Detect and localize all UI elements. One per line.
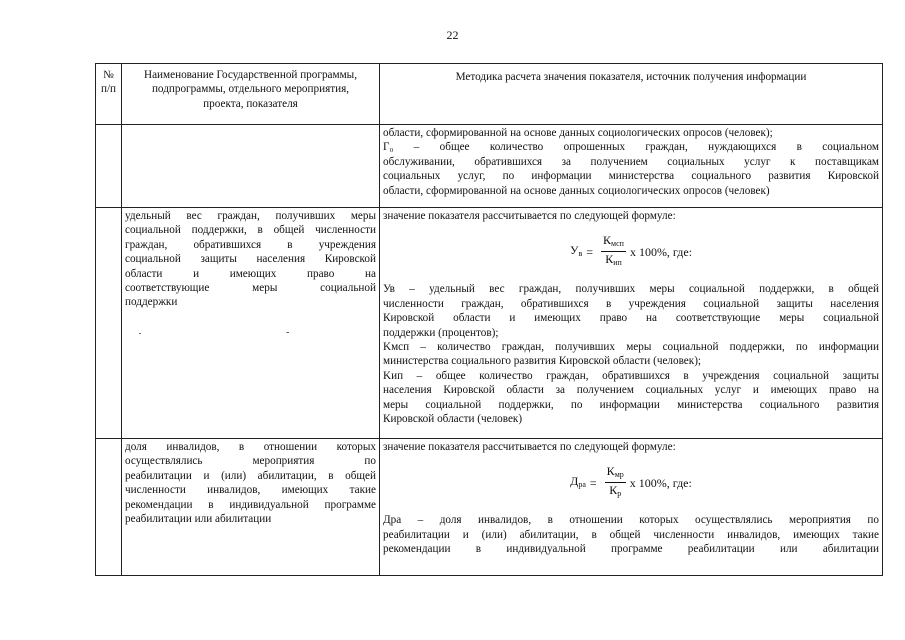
definition-line: Кировской области (человек) [383,413,523,426]
formula-denominator: $К_р$ [609,483,622,499]
formula-tail: х 100%, где: [629,244,693,259]
formula-intro: значение показателя рассчитывается по следующей формуле: [383,210,676,222]
row1-name-cell [122,125,380,208]
header-num-cell [96,64,122,125]
indicator-methodology-table [95,63,883,576]
definition-line: Ув – удельный вес граждан, получивших меры социальной поддержки, в общей [383,283,879,296]
definition-line: численности граждан, обратившихся в учреждения социальной защиты населения [383,297,879,310]
definition-line: Кировской области и имеющих право на соответствующие меры социальной [383,312,879,325]
header-method-cell: Методика расчета значения показателя, источник получения информации [380,64,883,125]
formula-share-disabled: $Д_{ра}$ = $\frac{К_{мр}}{К_р}$ х 100%, где: [383,464,879,501]
indicator-name-line: соответствующие меры социальной [125,282,376,295]
row2-method-cell [380,208,883,439]
method-line: Г₀ – общее количество опрошенных граждан, нуждающихся в социальном [383,141,879,154]
indicator-name-line: осуществлялись мероприятия по [125,455,376,468]
formula-numerator: $К_{мр}$ [605,464,626,483]
definition-line: Дра – доля инвалидов, в отношении которых осуществлялись мероприятия по [383,514,879,527]
definition-line: меры социальной поддержки, по информации министерства социального развития [383,398,879,411]
definition-line: Kип – общее количество граждан, обратившихся в учреждения социальной защиты [383,369,879,382]
header-name-line: подпрограммы, отдельного мероприятия, [151,83,350,96]
definition-line: рекомендации в индивидуальной программе реабилитации или абилитации [383,543,879,556]
row2-num-cell [96,208,122,439]
indicator-name-line: социальной поддержки, в общей численности [125,224,376,237]
table-header-row [96,64,883,125]
row2-name-cell [122,208,380,439]
row3-name-cell [122,439,380,576]
indicator-name-line: реабилитации или абилитации [125,513,272,526]
header-num-line2: п/п [100,83,117,96]
formula-intro: значение показателя рассчитывается по следующей формуле: [383,441,676,453]
table-row [96,208,883,439]
indicator-name-line: численности инвалидов, имеющих такие [125,484,376,497]
formula-fraction [601,233,626,270]
header-name-line: проекта, показателя [203,97,298,110]
page-number: 22 [446,28,459,42]
formula-denominator: $К_{ип}$ [605,252,622,268]
scan-dot [139,333,141,334]
table-row [96,125,883,208]
formula-tail: х 100%, где: [629,475,692,490]
formula-share-recipients: $У_в$ = $\frac{К_{мсп}}{К_{ип}}$ х 100%, где: [383,233,879,270]
row1-method-cell [380,125,883,208]
table-row [96,439,883,576]
definition-line: реабилитации и (или) абилитации, в общей численности инвалидов, имеющих такие [383,528,879,541]
definition-line: поддержки (процентов); [383,326,499,339]
method-line: обслуживании, обратившихся за получением социальных услуг к поставщикам [383,155,879,168]
definition-line: Kмсп – количество граждан, получивших меры социальной поддержки, по информации [383,341,879,354]
formula-lhs: $У_в$ [569,242,583,258]
row3-num-cell [96,439,122,576]
formula-lhs: $Д_{ра}$ [570,473,586,489]
definition-line: населения Кировской области за получением социальных услуг и имеющих право на [383,384,879,397]
method-line: социальных услуг, по информации министерства социального развития Кировской [383,170,879,183]
method-line: области, сформированной на основе данных социологических опросов (человек); [383,127,773,139]
indicator-name-line: реабилитации и (или) абилитации, в общей [125,469,376,482]
indicator-name-line: доля инвалидов, в отношении которых [125,441,376,453]
indicator-name-line: области и имеющих право на [125,267,376,280]
indicator-name-line: граждан, обратившихся в учреждения [125,238,376,251]
formula-numerator: $К_{мсп}$ [601,233,626,252]
row3-method-cell [380,439,883,576]
formula-fraction [605,464,626,501]
row1-num-cell [96,125,122,208]
method-line: области, сформированной на основе данных социологических опросов (человек) [383,184,770,197]
indicator-name-line: удельный вес граждан, получивших меры [125,210,376,222]
scan-mark: - [286,327,290,338]
header-num-line1: № [103,69,114,81]
header-name-cell [122,64,380,125]
indicator-name-line: рекомендации в индивидуальной программе [125,498,376,511]
definition-line: министерства социального развития Кировской области (человек); [383,355,702,368]
indicator-name-line: социальной защиты населения Кировской [125,253,376,266]
indicator-name-line: поддержки [125,296,178,309]
header-name-line: Наименование Государственной программы, [144,69,357,81]
